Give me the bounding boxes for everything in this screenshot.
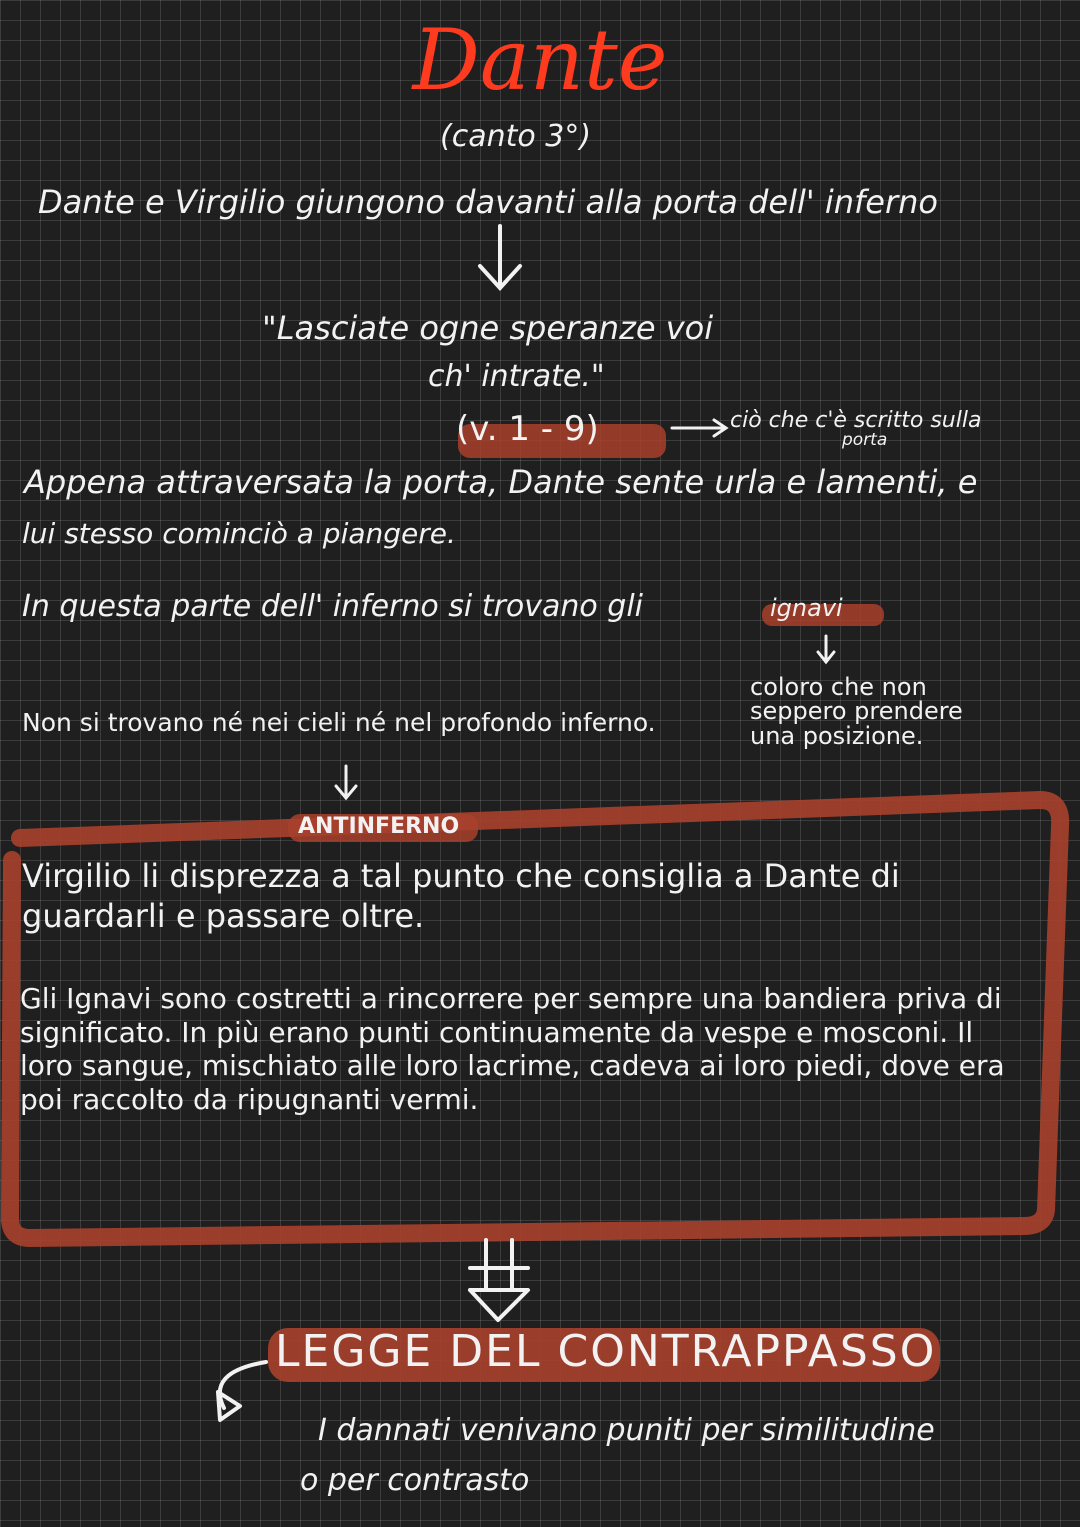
- boxed-text-2: Gli Ignavi sono costretti a rincorrere per sempre una bandiera priva di significato. In più erano punti continuamente da vespe e mosconi. Il loro sangue, mischiato alle loro lacrime, cadeva ai loro piedi, dove era poi raccolto da ripugnanti vermi.: [20, 982, 1005, 1116]
- ignavi-word: ignavi: [770, 594, 843, 622]
- verse-note: ciò che c'è scritto sulla: [730, 408, 982, 433]
- location-text: Non si trovano né nei cieli né nel profondo inferno.: [22, 708, 656, 737]
- down-arrow-icon: [480, 226, 520, 288]
- antinferno-label: ANTINFERNO: [298, 814, 460, 839]
- verse-reference: (v. 1 - 9): [456, 409, 599, 449]
- law-title: LEGGE DEL CONTRAPPASSO: [275, 1326, 937, 1377]
- paragraph-2: In questa parte dell' inferno si trovano gli: [22, 589, 644, 624]
- inscription-line-1: "Lasciate ogne speranze voi: [262, 309, 714, 347]
- law-description-line-1: I dannati venivano puniti per similitudine: [318, 1413, 935, 1448]
- paragraph-1-line-2: lui stesso cominciò a piangere.: [22, 517, 456, 550]
- right-arrow-icon: [672, 420, 726, 436]
- down-arrow-antinferno-icon: [336, 766, 356, 798]
- canto-subtitle: (canto 3°): [440, 119, 592, 154]
- inscription-line-2: ch' intrate.": [428, 359, 605, 394]
- intro-text: Dante e Virgilio giungono davanti alla porta dell' inferno: [38, 183, 938, 221]
- small-down-arrow-icon: [818, 636, 834, 662]
- curved-arrow-icon: [218, 1362, 266, 1420]
- paragraph-1-line-1: Appena attraversata la porta, Dante sente urla e lamenti, e: [24, 463, 978, 501]
- verse-note-2: porta: [842, 430, 888, 450]
- double-down-arrow-icon: [470, 1240, 528, 1320]
- ignavi-definition: coloro che non seppero prendere una posizione.: [750, 673, 963, 750]
- law-description-line-2: o per contrasto: [300, 1463, 530, 1498]
- boxed-text-1: Virgilio li disprezza a tal punto che consiglia a Dante di guardarli e passare oltre.: [22, 857, 900, 935]
- page-title: Dante: [412, 11, 668, 109]
